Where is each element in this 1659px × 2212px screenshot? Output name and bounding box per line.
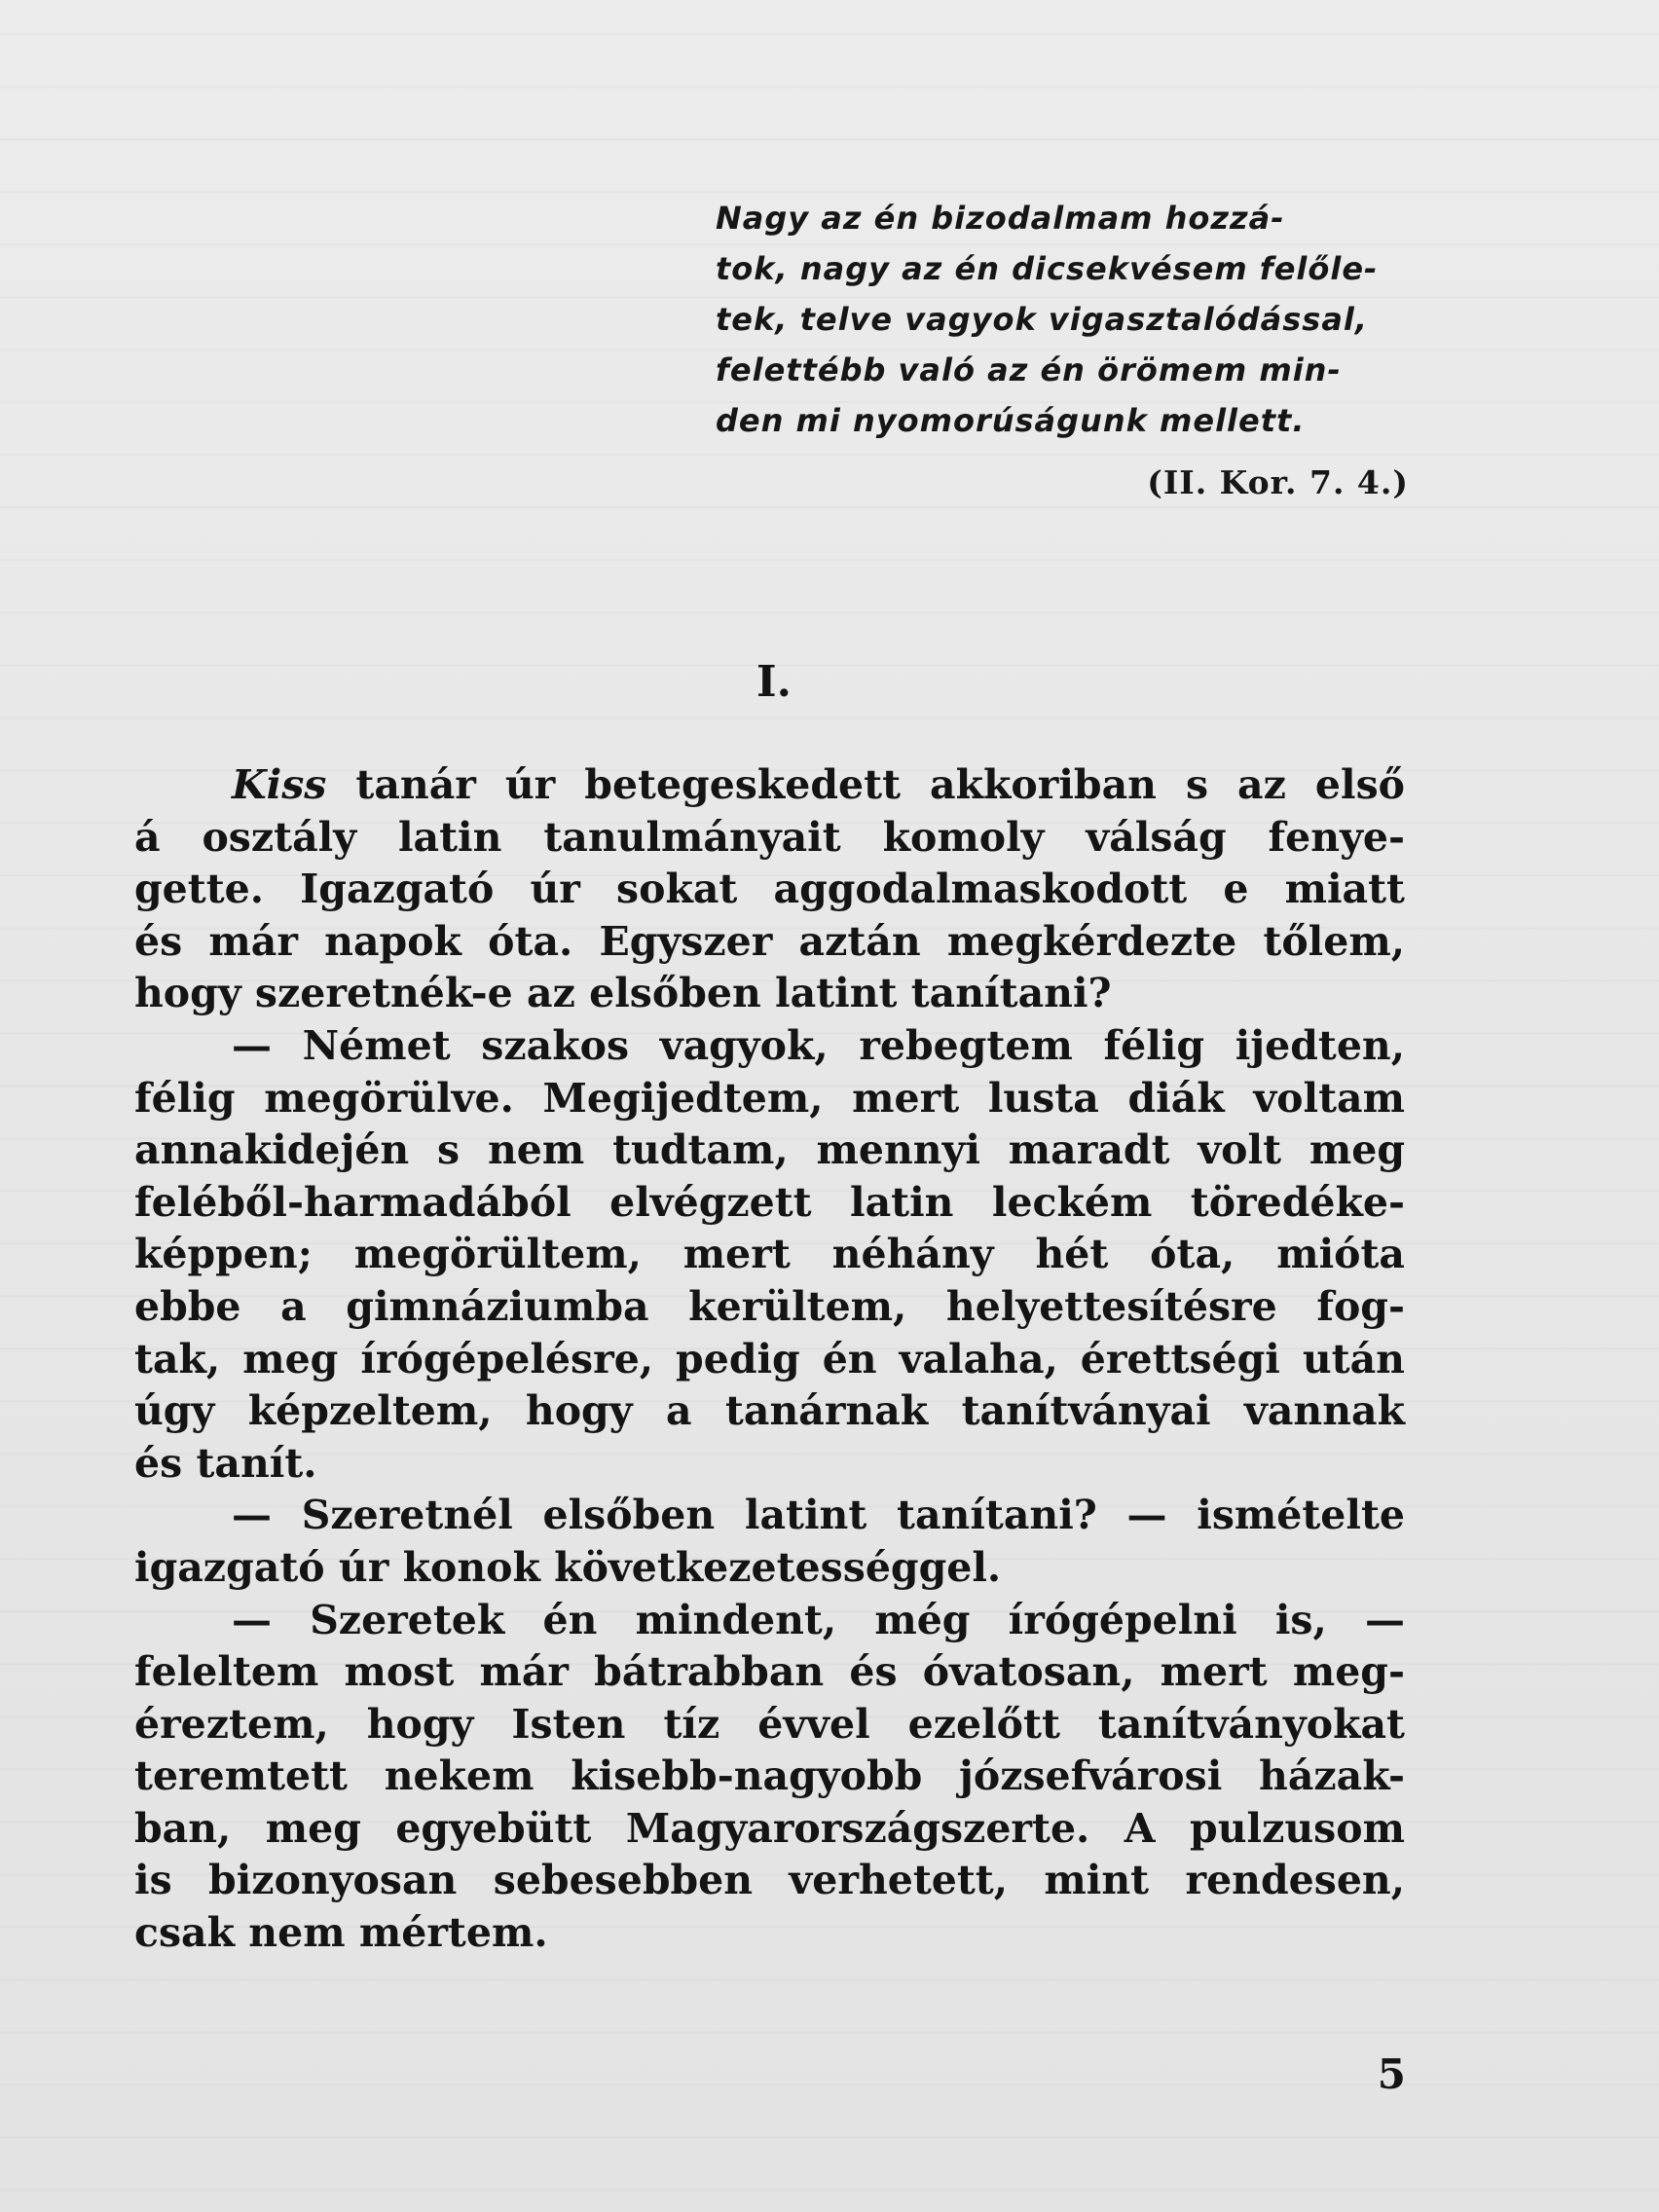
epigraph-line: felettébb való az én örömem min- <box>716 351 1342 388</box>
epigraph-line: den mi nyomorúságunk mellett. <box>716 402 1306 439</box>
chapter-body <box>134 759 1405 1960</box>
body-line: és már napok óta. Egyszer aztán megkérdezte tőlem, <box>134 917 1405 965</box>
epigraph-line: Nagy az én bizodalmam hozzá- <box>716 200 1285 237</box>
body-line: képpen; megörültem, mert néhány hét óta, mióta <box>134 1231 1405 1278</box>
body-line <box>134 759 1405 812</box>
body-line: — Szeretek én mindent, még írógépelni is, — <box>232 1596 1405 1643</box>
body-line: éreztem, hogy Isten tíz évvel ezelőtt tanítványokat <box>134 1700 1405 1748</box>
body-line: gette. Igazgató úr sokat aggodalmaskodott e miatt <box>134 866 1405 913</box>
body-line: feléből-harmadából elvégzett latin leckém töredéke- <box>134 1178 1405 1226</box>
body-line: á osztály latin tanulmányait komoly válság fenye- <box>134 813 1405 861</box>
epigraph <box>716 193 1415 508</box>
body-line: félig megörülve. Megijedtem, mert lusta diák voltam <box>134 1074 1405 1122</box>
body-line: úgy képzeltem, hogy a tanárnak tanítványai vannak <box>134 1387 1405 1435</box>
body-line: és tanít. <box>134 1439 317 1487</box>
chapter-heading: I. <box>756 657 792 707</box>
body-line: igazgató úr konok következetességgel. <box>134 1543 1002 1591</box>
first-word: Kiss <box>232 761 327 808</box>
epigraph-line: tek, telve vagyok vigasztalódással, <box>716 301 1369 338</box>
first-line-rest: tanár úr betegeskedett akkoriban s az első <box>326 761 1405 808</box>
epigraph-line: tok, nagy az én dicsekvésem felőle- <box>716 250 1379 287</box>
body-line: is bizonyosan sebesebben verhetett, mint rendesen, <box>134 1857 1405 1904</box>
body-line: ban, meg egyebütt Magyarországszerte. A pulzusom <box>134 1804 1405 1852</box>
epigraph-reference: (II. Kor. 7. 4.) <box>1147 463 1409 501</box>
body-line: csak nem mértem. <box>134 1909 548 1957</box>
page-number: 5 <box>1377 2050 1406 2098</box>
body-line: teremtett nekem kisebb-nagyobb józsefvárosi házak- <box>134 1752 1405 1800</box>
body-line: tak, meg írógépelésre, pedig én valaha, érettségi után <box>134 1335 1405 1382</box>
body-line: feleltem most már bátrabban és óvatosan, mert meg- <box>134 1648 1405 1696</box>
body-line: ebbe a gimnáziumba kerültem, helyettesítésre fog- <box>134 1282 1405 1330</box>
body-line: — Szeretnél elsőben latint tanítani? — ismételte <box>232 1492 1405 1539</box>
body-line: annakidején s nem tudtam, mennyi maradt volt meg <box>134 1126 1405 1174</box>
body-line: — Német szakos vagyok, rebegtem félig ijedten, <box>232 1021 1405 1069</box>
body-line: hogy szeretnék-e az elsőben latint tanítani? <box>134 970 1112 1017</box>
